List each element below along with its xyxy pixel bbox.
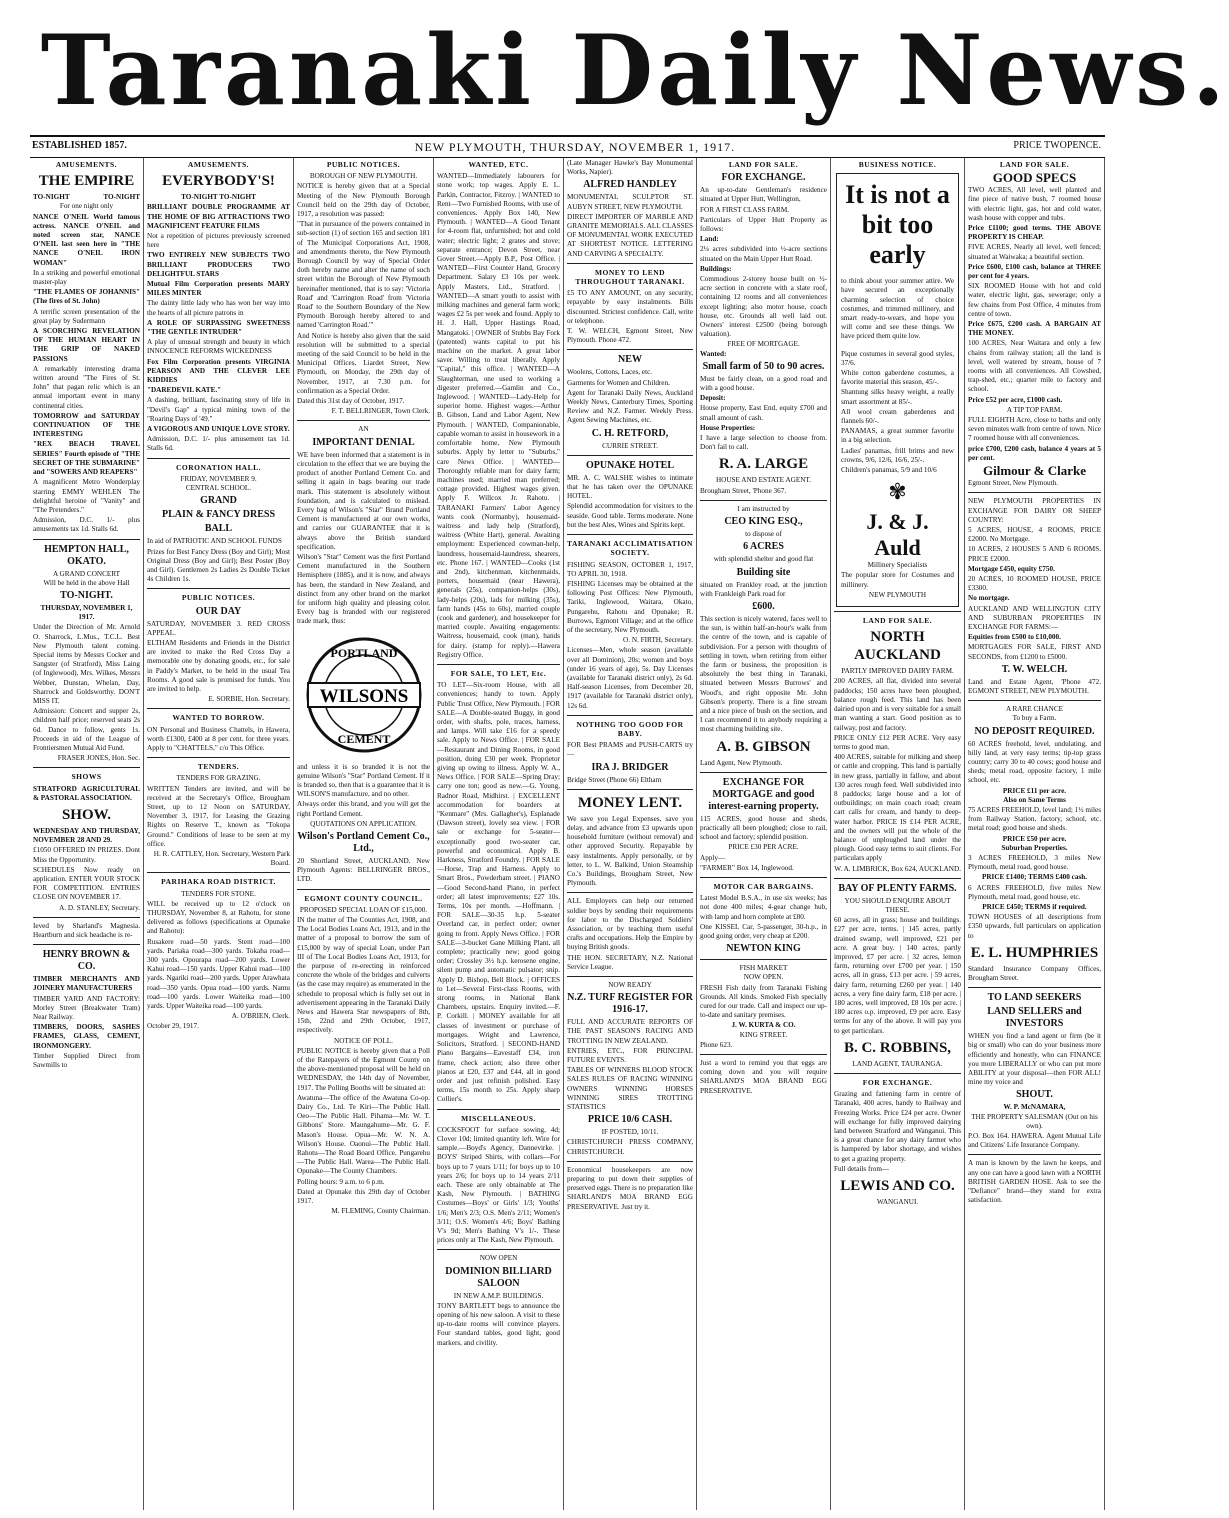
loan-title: PROPOSED SPECIAL LOAN OF £15,000. xyxy=(299,905,428,914)
written-text: WRITTEN Tenders are invited, and will be received at the Secretary's Office, Brougham Street, up to 12 Noon on SATURDAY, November 3, 1917, for Leasing the Grazing Rights on Reserve T., known as "Tokopa Ground." Conditions of lease to be seen at my office. xyxy=(147,784,290,848)
forsale-ads-text: TO LET—Six-room House, with all conveniences; handy to town. Apply Public Trust Office, New Plymouth. | FOR SALE—A Double-seated Buggy, in good order, with shafts, pole, traces, harness, and lamps. Will take £16 for a speedy sale. Apply to News Office. | FOR SALE—Restaurant and Dining Rooms, in good position, doing £30 per week. Proprietor giving up owing to illness. Apply W. A., News Office. | FOR SALE—Spring Dray; carry one ton; good as new.—G. Young, Radnor Road, Midhirst. | EXCELLENT accommodation for boarders at "Kenmare" (Mrs. Gallagher's), Esplanade (Dawson street), lovely sea view. | FOR sale or exchange for 5-seater—exceptionally good two-seater car, powerful and economical. Apply B. Harkness, Stratford Foundry. | FOR SALE—Horse, Trap and Harness. Apply to Smart Bros., Powderham street. | PIANO—Good Second-hand Piano, in perfect order; all latest improvements; £27 10s. Terms, 10s per month. —Hoffmann. | FOR SALE—30-35 h.p. 5-seater Overland car, in perfect order; owner going to front. Apply News Office. | FOR SALE—3-bucket Gane Milking Plant, all complete; practically new; good going order; Crossley 3½ h.p. kerosene engine, silent pump and automatic pulsator; snip. Apply D. Bishop, Bell Block. | OFFICES to Let—Several First-class Rooms, with strong rooms, in National Bank Chambers, upstairs. Enquiry invited.—F. P. Corkill. | MONEY available for all classes of investment or purchase of mortgages. Wright and Lawrence, Solicitors, Stratford. | SECOND-HAND Piano Bargains—Eavestaff £34, iron frame, check action; also three other pianos at £20, £37 and £44, all in good order and just refinish polished. Easy terms, 15s month to 25s. Apply sharp Collier's. xyxy=(437,681,560,1104)
schedules-text: SCHEDULES Now ready on application. ENTER YOUR STOCK FOR COMPETITION. ENTRIES CLOSE ON NOVEMBER 17. xyxy=(33,865,140,902)
bridger-title: IRA J. BRIDGER xyxy=(591,761,669,773)
column-5 xyxy=(564,158,697,1510)
seal-mid-text: WILSONS xyxy=(319,685,408,707)
pub-text: PUBLIC NOTICE is hereby given that a Poll of the Ratepayers of the Egmont County on the above-mentioned proposal will be held on WEDNESDAY, the 14th day of November, 1917. The Polling Booths will be situated at: xyxy=(297,1046,430,1092)
remarkable-text: A remarkably interesting drama written around "The Fires of St. John" that pagan relic which is an annual important event in many continental cities. xyxy=(33,364,140,410)
kissel-text: One KISSEL Car, 5-passenger, 30-h.p., in good going order, very cheap at £200. xyxy=(700,922,827,940)
acres400-text: 400 ACRES, suitable for milking and sheep or cattle and cropping. This land is partially in new grass, partially in fallow, and about 130 acres rough feed. Well subdivided into 8 paddocks; large house and a lot of outbuildings; on main coach road; cream cart calls for cream, and handy to deep-water harbor. PRICE IS £14 PER ACRE, and the owners will put the whole of the balance of unploughed land under the plough. Good easy terms to suit clients. For particulars apply xyxy=(834,753,961,863)
grand-text: GRAND xyxy=(200,495,237,507)
intruder-text: A ROLE OF SURPASSING SWEETNESS "THE GENTLE INTRUDER" xyxy=(147,318,290,337)
shantung-text: Shantung silks heavy weight, a really smart assortment at 85/-. xyxy=(841,388,954,406)
press-text: CHRISTCHURCH PRESS COMPANY, CHRISTCHURCH. xyxy=(567,1138,693,1156)
standard-text: Standard Insurance Company Offices, Brougham Street. xyxy=(968,964,1101,983)
estate-text: HOUSE AND ESTATE AGENT. xyxy=(715,476,812,485)
established-text: ESTABLISHED 1857. xyxy=(32,140,127,151)
with-text: with splendid shelter and good flat xyxy=(713,555,814,564)
grazing-title: TENDERS FOR GRAZING. xyxy=(176,774,261,783)
farms-text: 60 acres, all in grass; house and buildings. £27 per acre, terms. | 145 acres, partly drained swamp, well improved, £21 per acre. A great buy. | 140 acres, partly improved, £7 per acre. | 32 acres, lemon farm, returning over £700 per year. | 150 acres, all in grass, £13 per acre. | 59 acres, dairy farm, returning £260 per year. | 140 acres, a very fine dairy farm, £18 per acre. | 180 acres, well improved, £8 10s per acre. | 180 acres o.p. improved, £9 per acre. Easy terms for any of the above. It will pay you to get particulars. xyxy=(834,916,961,1035)
always-text: Always order this brand, and you will get the right Portland Cement. xyxy=(297,800,430,818)
ceo-text: CEO KING ESQ., xyxy=(724,516,803,528)
save-text: We save you Legal Expenses, save you delay, and advance from £3 upwards upon household furniture (without removal) and other approved Security. Repayable by easy instalments. Apply personally, or by letter, to L. W. Balkind, Union Steamship Co.'s Buildings, Brougham Street, New Plymouth. xyxy=(567,814,693,888)
show-title: SHOW. xyxy=(61,806,112,823)
roads-text: Rusakere road—50 yards. Stent road—100 yards. Pariaka road—300 yards. Tokaha road—300 yards. Opourapa road—200 yards. Lower Kahui road—150 yards. Upper Kahui road—100 yards. Ngariki road—200 yards. Upper Arawhata road—350 yards. Opua road—100 yards. Namu road—100 yards. Lower Waiteika road—100 yards. Upper Waiteika road—100 yards. xyxy=(147,937,290,1011)
one-night-text: For one night only xyxy=(59,202,114,211)
mort-text: Mortgage £450, equity £750. xyxy=(968,564,1055,573)
october-text: October 29, 1917. xyxy=(147,1022,199,1031)
yard-text: TIMBER YARD AND FACTORY: Morley Street (Breakwater Tram) Near Railway. xyxy=(33,994,140,1022)
auld-advert xyxy=(836,173,959,607)
play-text: A play of unusual strength and beauty in which INNOCENCE REFORMS WICKEDNESS xyxy=(147,338,290,356)
acres115-text: 115 ACRES, good house and sheds, practically all been ploughed; close to rail, school and factory; splendid position. xyxy=(700,814,827,842)
currie-text: CURRIE STREET. xyxy=(602,441,658,450)
hours-text: Polling hours: 9 a.m. to 6 p.m. xyxy=(297,1177,385,1186)
man-text: A man is known by the lawn he keeps, and any one can have a good lawn with a NORTH BRITISH GARDEN HOSE. Ask to see the "Defiance" brand—they stand for extra satisfaction. xyxy=(968,1159,1101,1205)
central-text: CENTRAL SCHOOL. xyxy=(185,484,252,493)
aid-text: In aid of PATRIOTIC AND SCHOOL FUNDS xyxy=(147,537,282,546)
np-text: NEW PLYMOUTH xyxy=(868,590,927,599)
wanted-ads-text: WANTED—Immediately labourers for stone work; top wages. Apply E. L. Parkin, Contractor, Fitzroy. | WANTED to Rent—Two Furnished Rooms, with use of conveniences. Apply Box 140, New Plymouth. | WANTED—A Good Tenant for 4-room flat, unfurnished; hot and cold water; electric light; 2 grates and stove; separate entrance; Devon Street, near Gover Street.—Apply B.P., Post Office. | WANTED—First Counter Hand, Grocery Department. Salary £3 10s per week. Apply Masters, Ltd., Stratford. | WANTED—A smart youth to assist with milking machines and general farm work; wages £2 5s per week and found. Apply to H. J. Hall, Upper Hastings Road, Mangatoki. | OWNER of Stubbs Bay Fork (patented) wants capital to put his machine on the market. A great labor saver. Willing to treat liberally. Apply "Capital," this office. | WANTED—A Slaughterman, one used to working a digester preferred.—Gamlin and Co., Inglewood. | WANTED—Lady-Help for superior home. Highest wages.—Arthur B. Gibson, Land and Labor Agent, New Plymouth. | WANTED, Companionable, capable woman to assist in housework in a comfortable home, New Plymouth suburbs. Apply by letter to "Suburbs," care News Office. | WANTED—Thoroughly reliable man for dairy farm; machines used; married man preferred; cottage provided. Highest wages given. Apply F. Willcox Jr. Rahotu. | TARANAKI Farmers' Labor Agency wants cook (Normanby), housemaid-waitress and lady help (Stratford), waitress (White Hart), general. Awaiting employment: Experienced cowman-help, laundress, housemaid-laundress, shearers, etc. Phone 167. | WANTED—Cooks (1st and 2nd), kitchenman, kitchenmaids, porters, housemaid (near Hawera), generals (25s), companion-helps (30s), lady-helps (20s), lads for milking (35s), farm hands (45s to 60s), married couple (cook and gardener), and housekeeper for married couple. Awaiting engagements: Waitress, housemaid, cook (man), hands for dairy. (stamp for reply).—Hawera Registry Office. xyxy=(437,172,560,659)
tauranga-text: LAND AGENT, TAURANGA. xyxy=(852,1059,943,1068)
landsale-heading: LAND FOR SALE. xyxy=(862,616,933,626)
particulars-text: Particulars of Upper Hutt Property as follows: xyxy=(700,215,827,234)
section-heading: LAND FOR SALE. xyxy=(728,160,799,169)
monumental-text: MONUMENTAL SCULPTOR ST. AUBYN STREET, NEW PLYMOUTH. xyxy=(567,193,693,211)
resolution-text: "That in pursuance of the powers contained in sub-section (1) of section 165 and section 181 of The Municipal Corporations Act, 1908, and amendments thereto, the New Plymouth Borough Council by way of Special Order doth hereby name and alter the name of such street within the Borough of New Plymouth hereinafter mentioned, that is to say: 'Victoria Road' and 'Carrington Road' from 'Victoria Road' to the Southern Boundary of the New Plymouth Borough hereby altered to and named 'Carrington Road.'" xyxy=(297,220,430,330)
borrow-text: ON Personal and Business Chattels, in Hawera, worth £1300, £400 at 8 per cent. for three years. Apply to "CHATTELS," c/o This Office. xyxy=(147,725,290,752)
admission2-text: Admission: Concert and supper 2s, children half price; reserved seats 2s 6d. Dance to follow, gents 1s. Proceeds in aid of the League of Frontiersmen Mutual Aid Fund. xyxy=(33,707,140,752)
coronation-heading: CORONATION HALL. xyxy=(176,462,261,472)
ball-text: BALL xyxy=(204,523,233,535)
auld-title: J. & J. Auld xyxy=(866,509,929,561)
prizes-text: £1050 OFFERED IN PRIZES. Dont Miss the Opportunity. xyxy=(33,846,140,864)
held-text: Will be held in the above Hall xyxy=(43,578,130,587)
supplied-text: Timber Supplied Direct from Sawmills to xyxy=(33,1051,140,1070)
everybodys-title: EVERYBODY'S! xyxy=(162,173,275,190)
not-early-title: It is not a bit too early xyxy=(845,180,950,270)
retford-title: C. H. RETFORD, xyxy=(591,427,669,439)
kurta-title: J. W. KURTA & CO. xyxy=(731,1021,796,1030)
exmort-title: EXCHANGE FOR MORTGAGE and good interest-earning property. xyxy=(708,776,819,812)
uptodate-text: An up-to-date Gentleman's residence situated at Upper Hutt, Wellington, xyxy=(700,186,827,204)
instructed-text: I am instructed by xyxy=(737,504,790,513)
borough-title: BOROUGH OF NEW PLYMOUTH. xyxy=(309,172,418,181)
seekers-title: TO LAND SEEKERS xyxy=(987,992,1082,1004)
dateline-bar xyxy=(30,135,1105,158)
buildings-label: Buildings: xyxy=(700,264,732,273)
fullpart-text: Full details from— xyxy=(834,1164,890,1173)
gibson-title: A. B. GIBSON xyxy=(716,738,811,755)
exchange-title: FOR EXCHANGE. xyxy=(721,172,806,184)
p11-text: PRICE £11 per acre. xyxy=(1002,786,1067,795)
alsoterms-text: Also on Same Terms xyxy=(1003,795,1066,804)
dispose-text: to dispose of xyxy=(745,530,782,539)
situated-text: situated on Frankley road, at the junction with Frankleigh Park road for xyxy=(700,580,827,598)
acres10-text: 10 ACRES, 2 HOUSES 5 AND 6 ROOMS. PRICE £2000. xyxy=(968,545,1101,563)
parihaka-heading: PARIHAKA ROAD DISTRICT. xyxy=(161,877,276,887)
nppp-text: NEW PLYMOUTH PROPERTIES IN EXCHANGE FOR DAIRY OR SHEEP COUNTRY: xyxy=(968,497,1101,524)
buildings-text: Commodious 2-storey house built on ½-acre section in concrete with a slate roof, containing 12 rooms and all conveniences except lighting; also motor house, coach house, etc. Grounds all well laid out. Owners' interest £2500 (being borough valuation). xyxy=(700,275,827,339)
acres60-text: 60 ACRES freehold, level, undulating, and hilly land, at very easy terms; tip-top grass country; carry 30 to 40 cows; good house and sheds; metal road, opposite factory, 1 mile school, etc. xyxy=(968,739,1101,785)
prizes-text: Prizes for Best Fancy Dress (Boy and Girl); Most Original Dress (Boy and Girl); Best Poster (Boy and Girl). Gentlemen 2s Ladies 2s Double Ticket 4s Children 1s. xyxy=(147,547,290,584)
misc-heading: MISCELLANEOUS. xyxy=(461,1113,536,1123)
opunake-title: OPUNAKE HOTEL xyxy=(585,459,675,471)
fox-text: Fox Film Corporation presents VIRGINIA PEARSON AND THE CLEVER LEE KIDDIES xyxy=(147,357,290,385)
tonight-left: TO-NIGHT xyxy=(33,193,70,202)
licenses2-text: Licenses—Men, whole season (available over all Dominion), 20s; women and boys (under 16 years of age), 5s. Day Licenses (available for Taranaki district only), 2s 6d. Half-season Licenses, from December 20, 1917 (available for Taranaki district only), 12s 6d. xyxy=(567,646,693,710)
scorching-text: A SCORCHING REVELATION OF THE HUMAN HEART IN THE GRIP OF NAKED PASSIONS xyxy=(33,327,140,363)
house-label: House Properties: xyxy=(700,423,756,432)
drama-text: In a striking and powerful emotional master-play xyxy=(33,268,140,287)
site-text: Building site xyxy=(736,566,791,578)
town-text: TOWN HOUSES of all descriptions from £350 upwards, full particulars on application to xyxy=(968,913,1101,940)
brilliant-text: BRILLIANT DOUBLE PROGRAMME AT THE HOME OF BIG ATTRACTIONS TWO MAGNIFICENT FEATURE FILMS xyxy=(147,203,290,230)
woolen-text: Woolens, Cottons, Laces, etc. xyxy=(567,368,653,377)
childrens-text: Children's panamas, 5/9 and 10/6 xyxy=(841,466,937,475)
billiard-title: DOMINION BILLIARD SALOON xyxy=(445,1265,552,1289)
posted-text: IF POSTED, 10/11. xyxy=(601,1128,659,1137)
empire-title: THE EMPIRE xyxy=(38,173,135,190)
concert-text: A GRAND CONCERT xyxy=(52,569,121,578)
new-title: NEW xyxy=(618,354,642,366)
p50-text: PRICE £50 per acre. xyxy=(1002,834,1067,843)
small-farm-text: Small farm of 50 to 90 acres. xyxy=(702,360,825,372)
fleming-text: M. FLEMING, County Chairman. xyxy=(331,1207,430,1216)
p450-text: PRICE £450; TERMS if required. xyxy=(982,903,1087,912)
garments-text: Garments for Women and Children. xyxy=(567,378,670,387)
acclim-heading: TARANAKI ACCLIMATISATION SOCIETY. xyxy=(567,539,693,558)
column-7 xyxy=(831,158,965,1510)
equities-text: Equities from £500 to £10,000. xyxy=(968,633,1061,642)
bridge-text: Bridge Street (Phone 66) Eltham xyxy=(567,775,662,784)
phone-text: Phone 623. xyxy=(700,1040,733,1049)
fresh-text: FRESH Fish daily from Taranaki Fishing Grounds. All kinds. Smoked Fish specially cured for our trade. Call and inspect our up-to-date and sanitary premises. xyxy=(700,983,827,1020)
will-text: WILL be received up to 12 o'clock on THURSDAY, November 8, at Rahotu, for stone delivered as follows (specifications at Opunake and Rahotu): xyxy=(147,899,290,936)
hundred-acres-text: 100 ACRES, Near Waitara and only a few chains from railway station; all the land is level, well watered by stream, house of 7 rooms with all conveniences. All Cowshed, trap-shed, etc.; quarter mile to factory and school. xyxy=(968,339,1101,394)
newspaper-title: Taranaki Daily News. xyxy=(40,14,1229,127)
floral-ornament-icon: ✾ xyxy=(888,479,907,505)
column-8 xyxy=(965,158,1105,1510)
wanted-borrow-heading: WANTED TO BORROW. xyxy=(172,713,265,723)
column-2 xyxy=(144,158,294,1510)
deposit-label: Deposit: xyxy=(700,394,726,403)
unless-text: and unless it is so branded it is not the genuine Wilson's "Star" Portland Cement. If it is branded so, then that is a guarantee that it is WILSON'S manufacture, and no other. xyxy=(297,762,430,799)
acres75-text: 75 ACRES FREEHOLD, level land; 1½ miles from Railway Station, factory, school, etc. metal road; good house and sheds. xyxy=(968,805,1101,833)
p1400-text: PRICE £1400; TERMS £400 cash. xyxy=(981,873,1088,882)
mortgages-text: MORTGAGES FOR SALE, FIRST AND SECONDS, from £1200 to £5000. xyxy=(968,643,1101,661)
denial-title: IMPORTANT DENIAL xyxy=(312,436,415,448)
plenty-title: BAY OF PLENTY FARMS. xyxy=(838,882,957,894)
masthead xyxy=(30,12,1229,130)
rare-text: A RARE CHANCE xyxy=(1005,705,1064,714)
acres200-text: 200 ACRES, all flat, divided into several paddocks; 150 acres have been ploughed, balance rough feed. This land has been dairied upon and is very suitable for a small man wanting a start. Good position as to railway, post and factory. xyxy=(834,677,961,732)
direct-text: DIRECT IMPORTER OF MARBLE AND GRANITE MEMORIALS. ALL CLASSES OF MONUMENTAL WORK EXECUTED AT SHORTEST NOTICE. LETTERING AND CARVING A SPECIALTY. xyxy=(567,212,693,258)
five-acres-text: FIVE ACRES, Nearly all level, well fenced; situated at Waiwaka; a beautiful section. xyxy=(968,243,1101,261)
acres3-text: 3 ACRES FREEHOLD, 3 miles New Plymouth, metal road, good house. xyxy=(968,854,1101,872)
metro-text: A magnificent Metro Wonderplay starring EMMY WEHLEN The delightful heroine of "Vanity" and "The Pretenders." xyxy=(33,478,140,514)
gilmour-title: Gilmour & Clarke xyxy=(982,463,1087,479)
thursday-text: THURSDAY, NOVEMBER 1, 1917. xyxy=(40,603,133,622)
sellers-title: LAND SELLERS and INVESTORS xyxy=(987,1006,1082,1030)
north-title: NORTH AUCKLAND xyxy=(854,629,941,664)
column-4 xyxy=(434,158,564,1510)
p52-text: Price £52 per acre, £1000 cash. xyxy=(968,395,1063,404)
honsec-text: THE HON. SECRETARY, N.Z. National Service League. xyxy=(567,953,693,971)
p1100-text: Price £1100; good terms. THE ABOVE PROPERTY IS CHEAP. xyxy=(968,224,1101,242)
tonight-text: TO-NIGHT TO-NIGHT xyxy=(181,193,256,202)
deposit-text: House property, East End, equity £700 and small amount of cash. xyxy=(700,404,827,422)
cattley-text: H. R. CATTLEY, Hon. Secretary, Western Park Board. xyxy=(153,849,290,868)
misc-ads-text: COCKSFOOT for surface sowing, 4d; Clover 10d; limited quantity left. Wire for sample.—Boyd's Agency, Dannevirke. | BOYS' Striped Shirts, with collars—For boys up to 7 years 1/11; for boys up to 10 years 2/6; for boys up to 14 years 2/11 each. These are only obtainable at The Kash, New Plymouth. | BATHING Costumes—Boys' or Girls' 1/3; Youths' 1/6; Men's 2/3; O.S. Men's 2/11; Women's 3/11; O.S. Women's 4/6; Boys' Bathing V's 9d; Men's Bathing V's 1/-. These prices only at The Kash, New Plymouth. xyxy=(437,1125,560,1245)
hempton-title: HEMPTON HALL, OKATO. xyxy=(44,543,129,567)
acres20-text: 20 ACRES, 10 ROOMED HOUSE, PRICE £3300. xyxy=(968,574,1101,593)
forsale-heading: FOR SALE, TO LET, Etc. xyxy=(450,668,547,678)
salesman-text: THE PROPERTY SALESMAN (Out on his own). xyxy=(971,1112,1098,1130)
shows-heading: SHOWS xyxy=(71,772,102,782)
admission-text: Admission, D.C. 1/- plus amusement tax 1d. Stalls 6d. xyxy=(147,435,290,453)
six-roomed-text: SIX ROOMED House with hot and cold water, electric light, gas, sewerage; only a few chains from Post Office, 4 minutes from centre of town. xyxy=(968,282,1101,318)
humphries-title: E. L. HUMPHRIES xyxy=(970,944,1099,961)
timber-text: TIMBER MERCHANTS AND JOINERY MANUFACTURERS xyxy=(33,975,140,993)
dashing-text: A dashing, brilliant, fascinating story of life in "Devil's Gap" a typical mining town of the "Roaring Days of '49." xyxy=(147,396,290,423)
company-title: Wilson's Portland Cement Co., Ltd., xyxy=(297,830,430,854)
enquire-text: YOU SHOULD ENQUIRE ABOUT THESE. xyxy=(844,896,951,914)
late-text: (Late Manager Hawke's Bay Monumental Works, Napier). xyxy=(567,159,693,177)
agent-text: Agent for Taranaki Daily News, Auckland Weekly News, Canterbury Times, Sporting Review and N.Z. Farmer. Weekly Press. Agent Sewing Machines, etc. xyxy=(567,388,693,425)
section-heading: WANTED, ETC. xyxy=(468,160,529,169)
employers-text: ALL Employers can help our returned soldier boys by sending their requirements for labor to the Discharged Soldiers' Association, or by teaching them useful crafts and occupations. Help the Empire by buying British goods. xyxy=(567,897,693,952)
column-3 xyxy=(294,158,434,1510)
apply-text: Apply— xyxy=(700,853,726,862)
section-heading: AMUSEMENTS. xyxy=(55,160,118,169)
repetition-text: Not a repetition of pictures previously screened here xyxy=(147,232,290,250)
direction-text: Under the Direction of Mr. Arnold O. Sharrock, L.Mus., T.C.L. Best New Plymouth talent coming. Special items by Messrs Cocker and Sangster (of Stratford), Miss Laing (of Inglewood), Mrs. Wilkes, Messrs Webber, Dunstan, Whelan, Day, Sharrock and Goldsworthy. DON'T MISS IT. xyxy=(33,623,140,705)
company-address: 20 Shortland Street, AUCKLAND. New Plymouth Agents: BELLRINGER BROS., LTD. xyxy=(297,856,430,884)
robbins-title: B. C. ROBBINS, xyxy=(843,1039,952,1056)
popular-text: The popular store for Costumes and millinery. xyxy=(841,571,954,589)
cast-text: NANCE O'NEIL World famous actress. NANCE O'NEIL and noted screen star, NANCE O'NEIL last seen here in "THE NANCE O'NEIL IRON WOMAN" xyxy=(33,212,140,267)
now-open-text: NOW OPEN xyxy=(479,1254,518,1263)
admission-text: Admission, D.C. 1/- plus amusements tax 1d. Stalls 6d. xyxy=(33,516,140,534)
panamas-text: PANAMAS, a great summer favorite in a big selection. xyxy=(841,427,954,445)
fish-market-title: FISH MARKET xyxy=(739,964,788,973)
welch-text: T. W. WELCH, Egmont Street, New Plymouth. Phone 472. xyxy=(567,327,693,345)
price-text: PRICE TWOPENCE. xyxy=(1013,140,1101,151)
house-text: I have a large selection to choose from. Don't fail to call. xyxy=(700,434,827,452)
mutual-text: Mutual Film Corporation presents MARY MILES MINTER xyxy=(147,280,290,298)
price12-text: PRICE ONLY £12 PER ACRE. Very easy terms to good man. xyxy=(834,733,961,751)
welch-title: T. W. WELCH. xyxy=(1001,663,1068,675)
think-text: to think about your summer attire. We have secured an exceptionally charming selection of choice costumes, and trimmed millinery, and smart ready-to-wears, and hope you will come and see these things. We have priced them quite low. xyxy=(841,277,954,341)
obrien-text: A. O'BRIEN, Clerk. xyxy=(231,1012,290,1021)
must-text: Must be fairly clean, on a good road and with a good house. xyxy=(700,374,827,393)
dated2-text: Dated at Opunake this 29th day of October 1917. xyxy=(297,1187,430,1206)
turf-title: N.Z. TURF REGISTER FOR 1916-17. xyxy=(567,992,693,1016)
flames-text: "THE FLAMES OF JOHANNIS" (The fires of St. John) xyxy=(33,288,140,306)
welch-address: Land and Estate Agent, 'Phone 472. EGMONT STREET, NEW PLYMOUTH. xyxy=(968,677,1101,695)
tables-text: TABLES OF WINNERS BLOOD STOCK SALES RULES OF RACING WINNING OWNERS WINNING HORSES WINNING SIRES TROTTING STATISTICS xyxy=(567,1066,693,1112)
secretary-text: A. D. STANLEY, Secretary. xyxy=(59,903,140,912)
eighth-text: FULL EIGHTH Acre, close to baths and only seven minutes walk from centre of town. Nice 7 roomed house with all conveniences. xyxy=(968,416,1101,443)
p700-text: price £700, £200 cash, balance 4 years at 5 per cent. xyxy=(968,444,1101,462)
sharland-text: Ieved by Sharland's Magnesia. Heartburn and sick headache is re- xyxy=(33,921,140,940)
first-text: FOR A FIRST CLASS FARM. xyxy=(700,205,790,214)
price600-text: £600. xyxy=(752,600,775,612)
section-heading: BUSINESS NOTICE. xyxy=(858,160,937,169)
fish-open-text: NOW OPEN. xyxy=(743,973,784,982)
kingst-text: KING STREET. xyxy=(739,1030,788,1039)
henry-brown-title: HENRY BROWN & CO. xyxy=(42,949,131,973)
egst-text: Egmont Street, New Plymouth. xyxy=(968,479,1059,488)
gibson-address: Land Agent, New Plymouth. xyxy=(700,758,783,767)
column-6 xyxy=(697,158,831,1510)
saturday-text: TOMORROW and SATURDAY CONTINUATION OF THE INTERESTING xyxy=(33,411,140,439)
section-text: This section is nicely watered, faces well to the sun, is within half-an-hour's walk from the centre of the town, and is capable of subdivision. For a person with thoughts of settling in town, when retiring from either the farm or business, the proposition is absolutely the best thing in Taranaki, situated between Messrs Burrows' and Wood's, and right opposite Mr. John Gibson's property. There is a fine stream and a nice piece of bush on the section, and I can recommend it to anybody requiring a most charming building site. xyxy=(700,614,827,734)
seal-top-text: PORTLAND xyxy=(330,645,397,660)
sign-text: FRASER JONES, Hon. Sec. xyxy=(57,754,140,763)
specs-title: GOOD SPECS xyxy=(992,170,1077,186)
lewis-title: LEWIS AND CO. xyxy=(840,1178,955,1195)
quotations-text: QUOTATIONS ON APPLICATION. xyxy=(310,819,417,828)
p600-text: Price £600, £100 cash, balance at THREE per cent for 4 years. xyxy=(968,262,1101,281)
we-text: WE have been informed that a statement is in circulation to the effect that we are buying the product of another Portland Cement Co. and selling it again in bags bearing our trade mark. This statement is absolutely without foundation, and is calculated to mislead. Every bag of Wilson's "Star" Brand Portland Cement is manufactured at our own works, and carries our GUARANTEE that it is always above the British standard specification. xyxy=(297,450,430,551)
prams-text: FOR Best PRAMS and PUSH-CARTS try— xyxy=(567,741,693,759)
mcnamara-title: W. P. McNAMARA, xyxy=(1003,1103,1066,1112)
kate-text: "DAREDEVIL KATE." xyxy=(147,386,222,395)
tonight-right: TO-NIGHT xyxy=(103,193,140,202)
walsh-text: MR. A. C. WALSHE wishes to intimate that he has taken over the OPUNAKE HOTEL. xyxy=(567,473,693,501)
partly-text: PARTLY IMPROVED DAIRY FARM. xyxy=(841,667,954,676)
bsa-text: Latest Model B.S.A., in use six weeks; has not done 400 miles; 4-gear change hub, with lamp and horn complete at £80. xyxy=(700,894,827,921)
shout-title: SHOUT. xyxy=(1016,1089,1053,1101)
p675-text: Price £675, £200 cash. A BARGAIN AT THE MONEY. xyxy=(968,320,1101,338)
splendid-text: Splendid accommodation for visitors to the seaside. Good table. Terms moderate. None but the best Ales, Wines and Spirits kept. xyxy=(567,502,693,529)
terrific-text: A terrific screen presentation of the great play by Sudermann xyxy=(33,307,140,325)
money-heading: MONEY TO LEND THROUGHOUT TARANAKI. xyxy=(575,267,685,287)
full-text: FULL AND ACCURATE REPORTS OF THE PAST SEASON'S RACING AND TROTTING IN NEW ZEALAND. xyxy=(567,1018,693,1045)
auckland-text: AUCKLAND AND WELLINGTON CITY AND SUBURBAN PROPERTIES IN EXCHANGE FOR FARMS:— xyxy=(968,604,1101,631)
stratford-text: STRATFORD AGRICULTURAL & PASTORAL ASSOCIATION. xyxy=(33,784,140,802)
money-lent-title: MONEY LENT. xyxy=(577,794,683,811)
poll-title: NOTICE OF POLL. xyxy=(334,1036,393,1045)
land-text: 2¼ acres subdivided into ½-acre sections situated on the Main Upper Hutt Road. xyxy=(700,245,827,263)
column-1 xyxy=(30,158,144,1510)
remind-text: Just a word to remind you that eggs are coming down and you will require SHARLAND'S MOA BRAND EGG PRESERVATIVE. xyxy=(700,1059,827,1095)
price-text: PRICE 10/6 CASH. xyxy=(587,1114,673,1126)
egmont-heading: EGMONT COUNTY COUNCIL. xyxy=(304,893,423,903)
millinery-text: Millinery Specialists xyxy=(867,561,928,570)
section-heading: AMUSEMENTS. xyxy=(187,160,250,169)
land-label: Land: xyxy=(700,235,719,244)
tenders-heading: TENDERS. xyxy=(197,762,240,772)
show-dates: WEDNESDAY AND THURSDAY, NOVEMBER 28 AND 29. xyxy=(33,826,140,845)
bellringer-text: F. T. BELLRINGER, Town Clerk. xyxy=(331,407,430,416)
acres5-text: 5 ACRES, HOUSE, 4 ROOMS, PRICE £2000. No Mortgage. xyxy=(968,525,1101,544)
economical-text: Economical housekeepers are now preparing to put down their supplies of preserved eggs. There is no preparation like SHARLAND'S MOA BRAND EGG PRESERVATIVE. Just try it. xyxy=(567,1165,693,1211)
two-acres-text: TWO ACRES, All level, well planted and fine piece of native bush, 7 roomed house with electric light, gas, hot and cold water, wash house with copper and tubs. xyxy=(968,186,1101,222)
section-heading: PUBLIC NOTICES. xyxy=(326,160,401,169)
five-text: £5 TO ANY AMOUNT, on any security, repayable by easy instalments. Bills discounted. Strictest confidence. Call, write or telephone. xyxy=(567,289,693,325)
pique-text: Pique costumes in several good styles, 37/6. xyxy=(841,349,954,367)
amp-text: IN NEW A.M.P. BUILDINGS. xyxy=(453,1291,544,1300)
plain-fancy-text: PLAIN & FANCY DRESS xyxy=(161,509,276,521)
seal-bottom-text: CEMENT xyxy=(337,731,390,746)
entries-text: ENTRIES, ETC., FOR PRINCIPAL FUTURE EVENTS. xyxy=(567,1046,693,1065)
free-text: FREE OF MORTGAGE. xyxy=(727,340,800,349)
when-text: WHEN you find a land agent or firm (be it big or small) who can do your business more efficiently and honestly, who can FINANCE you more LIBERALLY or who can put more ABILITY at your disposal—then FOR ALL! mine my voice and xyxy=(968,1032,1101,1087)
stone-title: TENDERS FOR STONE. xyxy=(181,889,256,898)
ready-text: NOW READY xyxy=(608,981,652,990)
wool-text: All wool cream gaberdenes and flannels 60/-. xyxy=(841,407,954,426)
perac-text: PRICE £30 PER ACRE. xyxy=(728,843,799,852)
farmer-text: "FARMER" Box 14, Inglewood. xyxy=(700,863,794,872)
grazing-text: Grazing and fattening farm in centre of Taranaki, 400 acres, handy to Railway and Freezing Works. Price £24 per acre. Owner will exchange for fully improved dairying land between Stratford and Wanganui. This is a great chance for any dairy farmer who is hampered by labor shortage, and wishes to get a grazing property. xyxy=(834,1090,961,1163)
sorbie-text: E. SORBIE, Hon. Secretary. xyxy=(208,695,290,704)
firth-text: O. N. FIRTH, Secretary. xyxy=(623,636,693,645)
public-notices-heading: PUBLIC NOTICES. xyxy=(181,593,256,603)
wilsons-cement-seal xyxy=(304,635,424,755)
ladies-text: Ladies' panamas, frill brims and new crowns, 9/6, 12/6, 16/6, 25/-. xyxy=(841,446,954,464)
fishing-text: FISHING SEASON, OCTOBER 1, 1917, TO APRIL 30, 1918. xyxy=(567,560,693,578)
buy-text: To buy a Farm. xyxy=(1012,714,1057,723)
also-text: And Notice is hereby also given that the said resolution will be submitted to a special meeting of the said Council to be held in the Municipal Offices, Liardet Street, New Plymouth, on Monday, the 29th day of November, 1917, at 7.30 p.m. for confirmation as a Special Order. xyxy=(297,331,430,395)
eltham-text: ELTHAM Residents and Friends in the District are invited to make the Red Cross Day a memorable one by donating goods, etc., for sale in Paddy's Market, to be held in the usual Tea Rooms. A good sale is promised for funds. You are invited to help. xyxy=(147,638,290,693)
handley-title: ALFRED HANDLEY xyxy=(583,179,677,191)
two-text: TWO ENTIRELY NEW SUBJECTS TWO BRILLIANT PRODUCERS TWO DELIGHTFUL STARS xyxy=(147,251,290,278)
forexch-heading: FOR EXCHANGE. xyxy=(862,1078,933,1087)
wanganui-text: WANGANUI. xyxy=(876,1198,919,1207)
white-text: White cotton gaberdene costumes, a favorite material this season, 45/-. xyxy=(841,369,954,387)
suburban-text: Suburban Properties. xyxy=(1001,843,1068,852)
acres6-text: 6 ACRES FREEHOLD, five miles New Plymouth, metal road, good house, etc. xyxy=(968,883,1101,901)
motor-heading: MOTOR CAR BARGAINS. xyxy=(713,881,814,891)
nodep-title: NO DEPOSIT REQUIRED. xyxy=(974,725,1095,737)
booths-text: Awatuna—The office of the Awatuna Co-op. Dairy Co., Ltd. Te Kiri—The Public Hall. Oeo—The Public Hall. Pihama—Mr. W. T. Gibbons' Store. Maungahume—Mr. G. F. Mason's House. Opua—Mr. W. N. A. Wilson's House. Oaonui—The Public Hall. Rahotu—The Road Board Office. Pungarehu—The Public Hall. Warea—The Public Hall. Opunake—The County Chambers. xyxy=(297,1093,430,1176)
vigorous-text: A VIGOROUS AND UNIQUE LOVE STORY. xyxy=(147,425,290,434)
rex-text: "REX BEACH TRAVEL SERIES" Fourth episode of "THE SECRET OF THE SUBMARINE" and "SOWERS AND REAPERS" xyxy=(33,440,140,477)
brougham-text: Brougham Street, 'Phone 367. xyxy=(700,486,787,495)
licenses-text: FISHING Licenses may be obtained at the following Post Offices: New Plymouth, Tariki, Inglewood, Waitara, Okato, Pungarehu, Rahotu and Opunake; R. Burrows, Egmont Village; and at the office of the secretary, New Plymouth. xyxy=(567,579,693,634)
tony-text: TONY BARTLETT begs to announce the opening of his new saloon. A visit to these up-to-date rooms will convince players. Four standard tables, good light, good markers, and civility. xyxy=(437,1301,560,1347)
our-day-title: OUR DAY xyxy=(195,605,242,617)
dainty-text: The dainty little lady who has won her way into the hearts of all picture patrons in xyxy=(147,299,290,317)
dateline-text: NEW PLYMOUTH, THURSDAY, NOVEMBER 1, 1917. xyxy=(414,140,736,154)
tiptop-text: A TIP TOP FARM. xyxy=(1006,405,1063,414)
nomort-text: No mortgage. xyxy=(968,594,1010,603)
friday-text: FRIDAY, NOVEMBER 9. xyxy=(180,474,257,483)
dated-text: Dated this 31st day of October, 1917. xyxy=(297,397,405,406)
tonight2-text: TO-NIGHT. xyxy=(60,589,113,601)
an-text: AN xyxy=(358,425,369,434)
notice-text: NOTICE is hereby given that at a Special Meeting of the New Plymouth Borough Council held on the 29th day of October, 1917, a resolution was passed: xyxy=(297,182,430,219)
large-title: R. A. LARGE xyxy=(718,456,809,473)
wanted-label: Wanted: xyxy=(700,349,727,358)
box-text: P.O. Box 164. HAWERA. Agent Mutual Life and Citizens' Life Insurance Company. xyxy=(968,1132,1101,1150)
star-text: Wilson's "Star" Cement was the first Portland Cement manufactured in the Southern Hemisphere (1885), and it is now, and always has been, the standard in New Zealand, and distinct from any other brand on the market for uniform high quality and pleasing color. Every bag is branded with our registered trade mark, thus: xyxy=(297,552,430,626)
baby-heading: NOTHING TOO GOOD FOR BABY. xyxy=(576,719,684,738)
doors-text: TIMBERS, DOORS, SASHES FRAMES, GLASS, CEMENT, IRONMONGERY. xyxy=(33,1023,140,1050)
section-heading: LAND FOR SALE. xyxy=(999,160,1070,169)
saturday-text: SATURDAY, NOVEMBER 3. RED CROSS APPEAL. xyxy=(147,619,290,637)
matter-text: IN the matter of The Counties Act, 1908, and The Local Bodies Loans Act, 1913, and in the matter of a proposal to borrow the sum of £15,000 by way of special Loan, under Part III of The Local Bodies Loans Act, 1913, for the purpose of re-erecting in reinforced concrete the whole of the bridges and culverts (as the case may require) as enumerated in the schedule to proposal which is fully set out in advertisement appearing in the Taranaki Daily News and Hawera Star newspapers of 8th, 15th, 22nd and 29th October, 1917, respectively. xyxy=(297,915,430,1035)
six-acres-text: 6 ACRES xyxy=(743,541,784,553)
newton-title: NEWTON KING xyxy=(726,943,801,955)
limbrick-text: W. A. LIMBRICK, Box 624, AUCKLAND. xyxy=(834,864,961,873)
